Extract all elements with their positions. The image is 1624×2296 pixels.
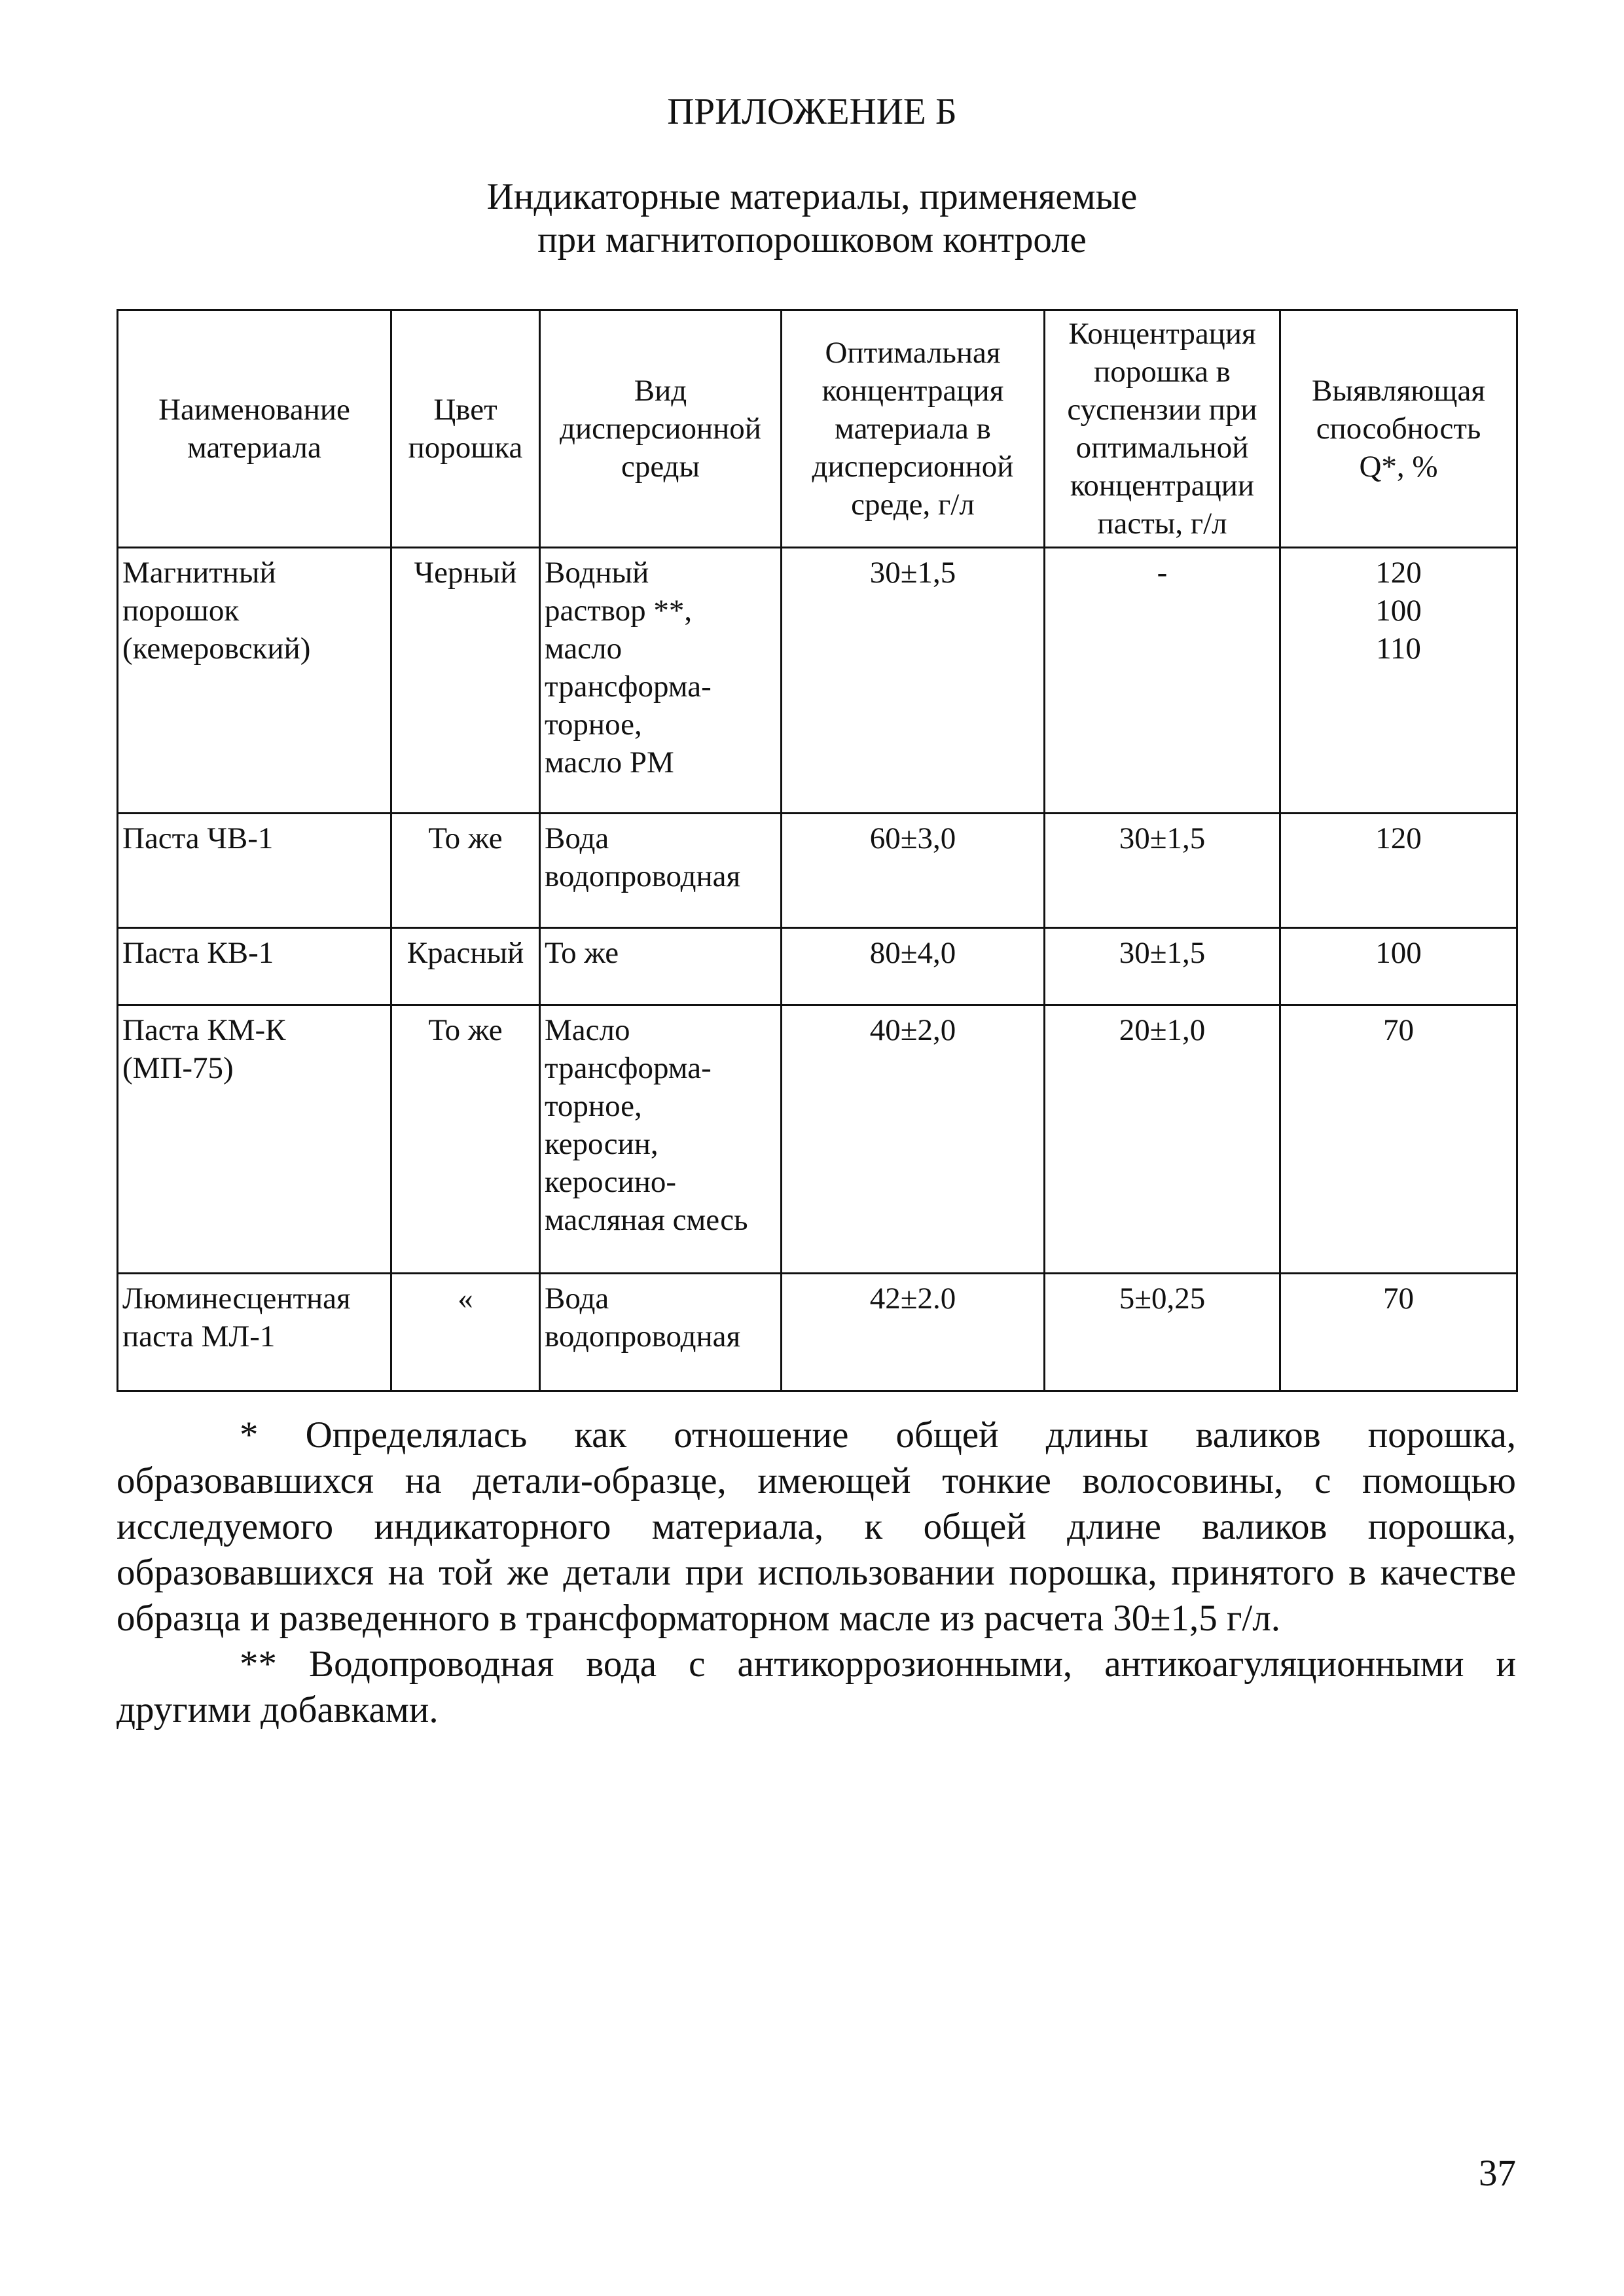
material-name-cell: Паста КВ-1 <box>118 928 391 1005</box>
header-material-name: Наименование материала <box>118 310 391 548</box>
detectability-cell <box>1280 928 1517 1005</box>
table-row <box>118 1274 1517 1391</box>
table-row <box>118 814 1517 928</box>
suspension-concentration-cell: 20±1,0 <box>1045 1005 1280 1274</box>
detectability-value: 110 <box>1376 632 1421 666</box>
indicator-materials-table <box>117 309 1518 1392</box>
suspension-concentration-cell: 30±1,5 <box>1045 814 1280 928</box>
optimal-concentration-cell: 60±3,0 <box>782 814 1045 928</box>
header-dispersion-medium: Вид дисперсионной среды <box>540 310 782 548</box>
detectability-value: 120 <box>1375 821 1422 855</box>
material-name-cell: Люминесцентная паста МЛ-1 <box>118 1274 391 1391</box>
detectability-value: 70 <box>1383 1013 1414 1047</box>
table-row <box>118 1005 1517 1274</box>
footnote-definition: * Определялась как отношение общей длины валиков порошка, образовавшихся на детали-образце, имеющей тонкие волосовины, с помощью исследуемого индикаторного материала, к общей длине валиков порошка, образовавшихся на той же детали при использовании порошка, принятого в качестве образца и разведенного в трансформаторном масле из расчета 30±1,5 г/л. <box>117 1414 1516 1639</box>
optimal-concentration-cell: 42±2.0 <box>782 1274 1045 1391</box>
optimal-concentration-cell: 80±4,0 <box>782 928 1045 1005</box>
detectability-value: 100 <box>1375 594 1422 628</box>
powder-color-cell: Красный <box>391 928 540 1005</box>
footnote-water: ** Водопроводная вода с антикоррозионными, антикоагуляционными и другими добавками. <box>117 1643 1516 1731</box>
dispersion-medium-cell: Водный раствор **, масло трансформа- торное, масло РМ <box>540 548 782 814</box>
header-detectability: Выявляющая способность Q*, % <box>1280 310 1517 548</box>
material-name-cell: Паста ЧВ-1 <box>118 814 391 928</box>
powder-color-cell: То же <box>391 1005 540 1274</box>
powder-color-cell: Черный <box>391 548 540 814</box>
header-optimal-concentration: Оптимальная концентрация материала в дисперсионной среде, г/л <box>782 310 1045 548</box>
dispersion-medium-cell: Вода водопроводная <box>540 1274 782 1391</box>
suspension-concentration-cell: 5±0,25 <box>1045 1274 1280 1391</box>
powder-color-cell: То же <box>391 814 540 928</box>
detectability-cell <box>1280 814 1517 928</box>
material-name-cell: Магнитный порошок (кемеровский) <box>118 548 391 814</box>
suspension-concentration-cell: - <box>1045 548 1280 814</box>
table-row <box>118 548 1517 814</box>
dispersion-medium-cell: Вода водопроводная <box>540 814 782 928</box>
optimal-concentration-cell: 30±1,5 <box>782 548 1045 814</box>
detectability-value: 100 <box>1375 936 1422 970</box>
optimal-concentration-cell: 40±2,0 <box>782 1005 1045 1274</box>
detectability-value: 120 <box>1375 556 1422 590</box>
header-suspension-concentration: Концентрация порошка в суспензии при оптимальной концентрации пасты, г/л <box>1045 310 1280 548</box>
detectability-cell <box>1280 1005 1517 1274</box>
page-number: 37 <box>1479 2153 1516 2194</box>
detectability-cell <box>1280 1274 1517 1391</box>
suspension-concentration-cell: 30±1,5 <box>1045 928 1280 1005</box>
dispersion-medium-cell: Масло трансформа- торное, керосин, керосино- масляная смесь <box>540 1005 782 1274</box>
table-caption: Индикаторные материалы, применяемые при магнитопорошковом контроле <box>486 176 1138 260</box>
table-header-row <box>118 310 1517 548</box>
detectability-value: 70 <box>1383 1282 1414 1316</box>
powder-color-cell: « <box>391 1274 540 1391</box>
material-name-cell: Паста КМ-К (МП-75) <box>118 1005 391 1274</box>
header-powder-color: Цвет порошка <box>391 310 540 548</box>
dispersion-medium-cell: То же <box>540 928 782 1005</box>
appendix-title: ПРИЛОЖЕНИЕ Б <box>667 91 957 132</box>
detectability-cell <box>1280 548 1517 814</box>
table-row <box>118 928 1517 1005</box>
